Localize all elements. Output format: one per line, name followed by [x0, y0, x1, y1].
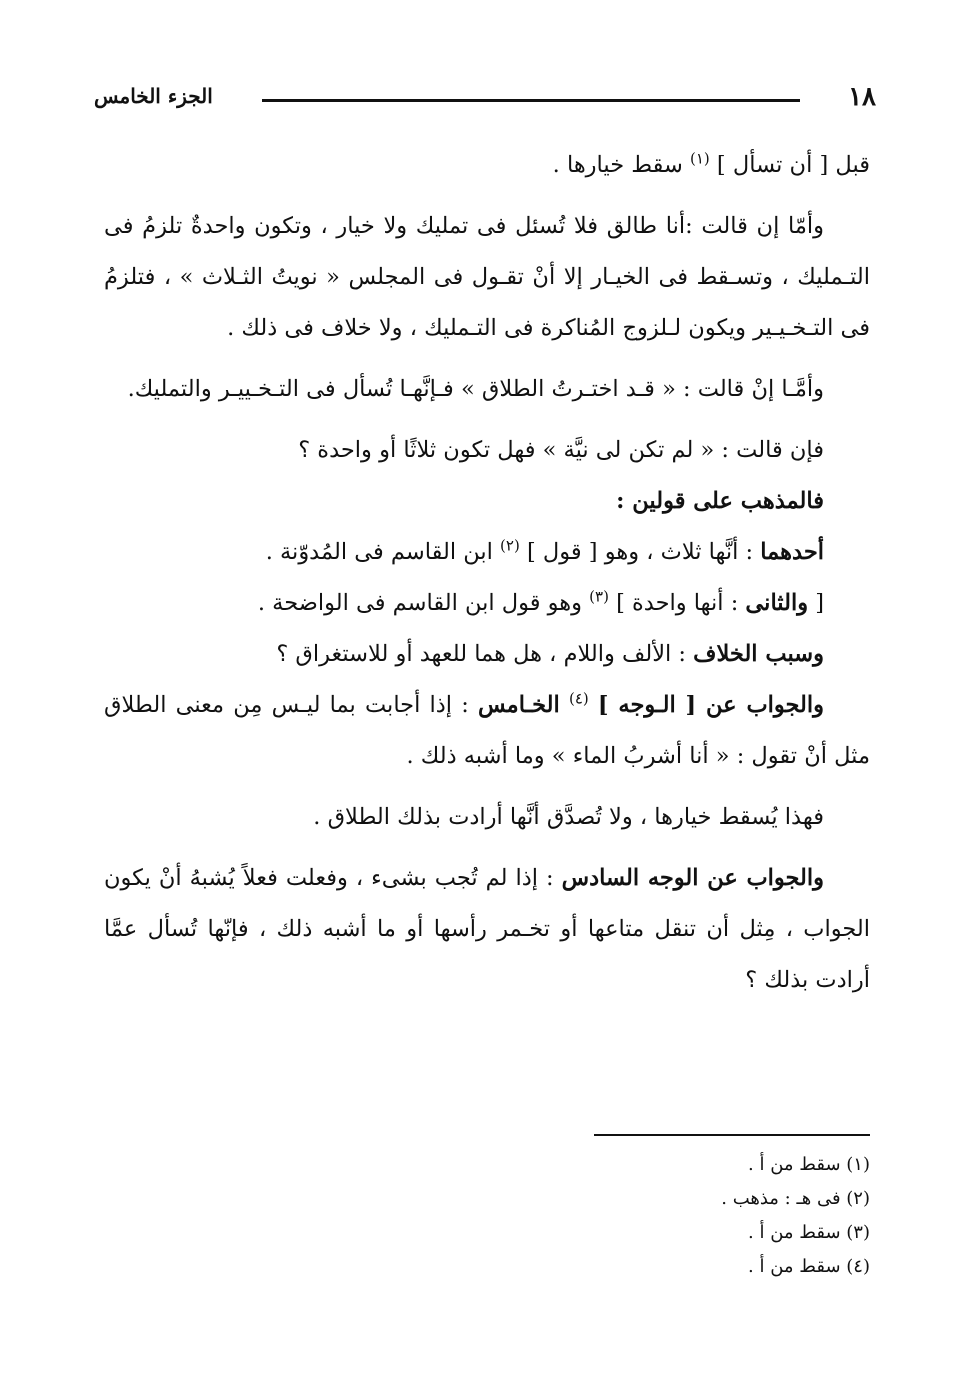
paragraph: [104, 578, 870, 629]
footnote-ref: (٤): [568, 689, 589, 708]
paragraph: [104, 476, 870, 527]
text-run: وأمَّـا إنْ قالت : « قـد اختـرتُ الطلاق » فـإنَّهـا تُسأل فى التـخـييـر والتمليك.: [127, 376, 824, 402]
footnote-4: (٤) سقط من أ .: [748, 1256, 870, 1277]
body-text: [104, 140, 870, 1016]
paragraph: [104, 680, 870, 782]
paragraph: [104, 527, 870, 578]
bold-heading: فالمذهب على قولين :: [616, 488, 824, 514]
footnote-3: (٣) سقط من أ .: [748, 1222, 870, 1243]
text-run: [: [808, 590, 824, 616]
text-run: ابن القاسم فى المُدوّنة .: [265, 539, 501, 565]
bold-heading: والجواب عن [ الـوجه ]: [597, 692, 824, 718]
footnote-separator: [594, 1134, 870, 1136]
text-run: فإن قالت : « لم تكن لى نيَّة » فهل تكون ثلاثًا أو واحدة ؟: [298, 437, 824, 463]
paragraph: [104, 140, 870, 191]
bold-heading: والثانى: [745, 590, 809, 616]
bold-heading: والجواب عن الوجه السادس: [561, 865, 825, 891]
text-run: قبل [ أن تسأل ]: [709, 152, 870, 178]
text-run: : إذا أجابت بما ليـس مِن معنى الطلاق مثل أنْ تقول : « أنا أشربُ الماء » وما أشبه ذلك .: [104, 692, 870, 769]
footnote-2: (٢) فى هـ : مذهب .: [721, 1188, 870, 1209]
paragraph: [104, 853, 870, 1006]
page-header: [94, 82, 884, 122]
text-run: [560, 692, 569, 718]
text-run: : أنَّها ثلاث ، وهو [ قول ]: [519, 539, 761, 565]
footnote-1: (١) سقط من أ .: [748, 1154, 870, 1175]
page-number: ١٨: [848, 82, 876, 112]
footnote-ref: (٢): [500, 536, 520, 555]
paragraph: [104, 629, 870, 680]
text-run: : الألف واللام ، هل هما للعهد أو للاستغراق ؟: [276, 641, 694, 667]
paragraph: [104, 792, 870, 843]
text-run: فهذا يُسقط خيارها ، ولا تُصدَّق أنَّها أرادت بذلك الطلاق .: [313, 804, 824, 830]
paragraph: [104, 201, 870, 354]
text-run: وأمّا إن قالت :أنا طالق فلا تُسئل فى تمليك ولا خيار ، وتكون واحدةٌ تلزمُ فى التـمليك ، وتسـقط فى الخيـار إلا أنْ تقـول فى المجلس « نويتُ الثـلاث » ، فتلزمُ فى التـخـيـير ويكون لـلزوج المُناكرة فى التـمليك ، ولا خلاف فى ذلك .: [104, 213, 870, 341]
footnotes: [470, 1148, 870, 1284]
text-run: [589, 692, 598, 718]
bold-heading: أحدهما: [760, 539, 824, 565]
bold-heading: وسبب الخلاف: [693, 641, 824, 667]
text-run: وهو قول ابن القاسم فى الواضحة .: [257, 590, 590, 616]
header-rule: [262, 99, 800, 102]
footnote-ref: (١): [690, 149, 710, 168]
running-title: الجزء الخامس: [94, 84, 213, 108]
paragraph: [104, 425, 870, 476]
footnote-ref: (٣): [589, 587, 609, 606]
bold-heading: الخـامس: [477, 692, 560, 718]
text-run: : أنها واحدة ]: [608, 590, 746, 616]
paragraph: [104, 364, 870, 415]
text-run: سقط خيارها .: [552, 152, 690, 178]
text-run: : إذا لم تُجب بشىء ، وفعلت فعلاً يُشبهُ أنْ يكون الجواب ، مِثل أن تنقل متاعها أو تخـمر رأسها أو ما أشبه ذلك ، فإنّها تُسأل عمَّا أرادت بذلك ؟: [104, 865, 870, 993]
